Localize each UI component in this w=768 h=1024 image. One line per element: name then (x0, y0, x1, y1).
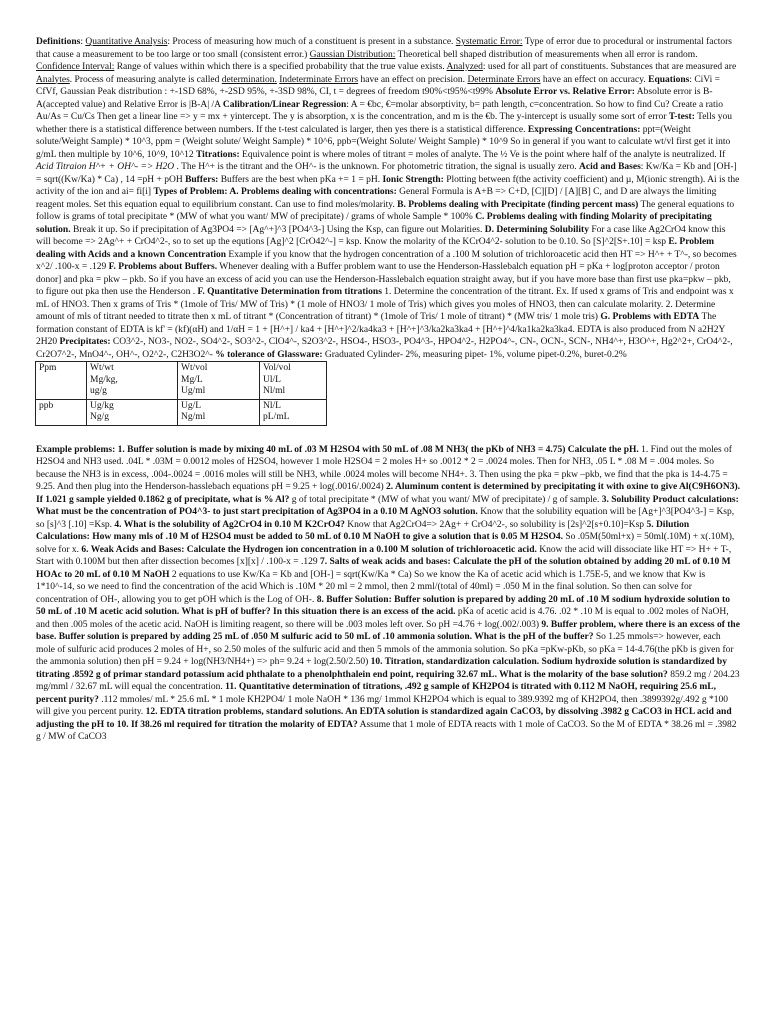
cell-line: Nl/ml (263, 386, 286, 396)
example-answer: pKa of acetic acid is 4.76. .02 * .10 M is equal to .002 moles of NaOH, and then .005 moles of the acetic acid. NaOH is limiting reagent, so there will be .003 moles left over. So pH =4.76 + log(.002/.003) (36, 607, 729, 630)
text-run: Break it up. So if precipitation of Ag3PO4 => [Ag^+]^3 [PO4^3-] Using the Ksp, can figure out Molarities. (70, 224, 485, 235)
example-answer: Know that Ag2CrO4=> 2Ag+ + CrO4^2-, so solubility is [2s]^2[s+0.10]=Ksp (344, 519, 647, 530)
term-analyzed: Analyzed (446, 62, 483, 72)
example-answer: So .05M(50ml+x) = 50ml(.10M) + x(.10M), solve for x. (36, 532, 735, 555)
text-run: Equivalence point is where moles of titrant = moles of analyte. The ½ Ve is the point where half of the analyte is neutralized. If (239, 149, 726, 160)
heading-problem-d: D. Determining Solubility (484, 224, 589, 235)
text-run: Type of error due to procedural or instrumental factors that cause a measurement to be too large or too small (consistent error.) (36, 37, 732, 60)
heading-calibration: Calibration/Linear Regression (222, 99, 347, 110)
document-page (36, 36, 740, 744)
text-run: For a case like Ag2CrO4 know this will become => 2Ag^+ + CrO4^2-, so to set up the equtions [Ag]^2 [CrO42^-] = ksp. Know the molarity of the KCrO4^2- solution to be 0.10. So [S]^2[S+.10] = ksp (36, 224, 726, 247)
heading-titrations: Titrations: (196, 149, 240, 160)
definitions-paragraph (36, 36, 740, 361)
heading-precipitates: Precipitates: (59, 337, 111, 347)
cell-line: Vol/vol (263, 363, 291, 373)
text-run: : Kw/Ka = Kb and [OH-] = sqrt((Kw/Ka) * Ca) , 14 =pH + pOH (36, 162, 737, 185)
text-run: : A = €bc, €=molar absorptivity, b= path length, c=concentration. So how to find Cu? Create a ratio Au/As = Cu/Cs Then get a linear line => y = mx + yintercept. The y is absorption, x is the concentration, and m is the €b. The y-intercept is usually some sort of error (36, 99, 724, 122)
text-run: : (80, 37, 86, 47)
text-run: Example if you know that the hydrogen concentration of a .100 M solution of trichloroacetic acid then HT => H^+ + T^-, so becomes x^2/ .100-x = .129 (36, 249, 737, 272)
term-determinate-errors: Determinate Errors (467, 74, 541, 85)
example-answer: So 1.25 mmols=> however, each mole of sulfuric acid produces 2 moles of H+, so 2.50 moles of the sulfuric acid and then 5 mmols of the ammonia solution. So pKa =pKw-pKb, so pKa = 14-4.76(the pKb is given for the ammonia solution) then pH = 9.24 + log(NH3/NH4+) => ph= 9.24 + log(2.50/2.50) (36, 632, 734, 667)
heading-problem-a: Types of Problem: A. Problems dealing with concentrations: (153, 187, 397, 197)
heading-expressing-concentrations: Expressing Concentrations: (527, 124, 641, 135)
heading-problem-g-edta: G. Problems with EDTA (600, 312, 700, 322)
text-run: Theoretical bell shaped distribution of measurements when all error is random. (395, 49, 698, 60)
example-answer: 1. Find out the moles of H2SO4 and NH3 used. .04L * .03M = 0.0012 moles of H2SO4, however 1 mole H2SO4 = 2 moles H+ so .0012 * 2 = .0024 moles. Then for NH3, .05 L * .08 M = .004 moles. So because the NH3 is in excess, .004-.0024 = .0016 moles will still be NH3, while .0024 moles will become NH4+. 3. Then using the pka = pkw –pkb, we find that the pka is 14-4.75 = 9.25. And then plug into the Henderson-hasslebach equations pH = 9.25 + log(.0016/.0024) (36, 444, 732, 492)
example-5-question: 5. Dilution Calculations: How many mls of .10 M of H2SO4 must be added to 50 mL of 0.10 M NaOH to give a solution that is 0.05 M H2SO4. (36, 519, 690, 542)
text-run: : Process of measuring how much of a constituent is present in a substance. (167, 37, 456, 47)
heading-absolute-relative-error: Absolute Error vs. Relative Error: (495, 87, 635, 97)
heading-equations: Equations (648, 74, 690, 85)
text-run: . Process of measuring analyte is called (69, 74, 222, 85)
example-2-question: 2. Aluminum content is determined by precipitating it with oxine to give Al(C9H6ON3). If 1.021 g sample yielded 0.1862 g of precipitate, what is % Al? (36, 482, 740, 505)
heading-problem-f-buffers: F. Problems about Buffers. (108, 262, 218, 272)
cell-line: ug/g (90, 386, 107, 396)
table-row (36, 399, 327, 425)
heading-problem-f-titrations: F. Quantitative Determination from titrations (197, 287, 382, 297)
table-cell (36, 362, 87, 400)
example-answer: .112 mmoles/ mL * 25.6 mL * 1 mole KH2PO4/ 1 mole NaOH * 136 mg/ 1mmol KH2PO4 which is equal to 389.9392 mg of KH2PO4, then .3899392g/.492 g *100 will give you percent purity. (36, 694, 728, 717)
example-10-question: 10. Titration, standardization calculation. Sodium hydroxide solution is standardized by titrating .8592 g of primar standard potassium acid phthalate to a phenolphthalein end point, requiring 32.67 mL. What is the molarity of the base solution? (36, 657, 727, 680)
cell-line: Mg/kg, (90, 374, 118, 385)
example-12-question: 12. EDTA titration problems, standard solutions. An EDTA solution is standardized again CaCO3, by dissolving .3982 g CaCO3 in HCL acid and adjusting the pH to 10. If 38.26 ml required for titration the molarity of EDTA? (36, 707, 732, 730)
row-label: ppb (39, 400, 54, 411)
text-run: 1. Determine the concentration of the titrant. Ex. If used x grams of Tris and endpoint was x mL of HNO3. Then x grams of Tris * (1mole of Tris/ MW of Tris) * (1 mole of HNO3/ 1 mole of Tris) which gives you moles of HNO3, then can calculate molarity. 2. Determine amount of mls of titrant needed to titrate then x mL of titrant * (Concentration of titrant) * (1mole of Tris/ 1 mole of titrant) * (MW tris/ 1 mole tris) (36, 287, 734, 322)
example-answer: 859.2 mg / 204.23 mg/mml / 32.67 mL will equal the concentration. (36, 669, 740, 692)
term-gaussian-distribution: Gaussian Distribution: (309, 49, 396, 60)
row-label: Ppm (39, 363, 57, 373)
term-systematic-error: Systematic Error: (455, 37, 523, 47)
text-run: Range of values within which there is a specified probability that the true value exists. (114, 62, 447, 72)
text-run: : used for all part of constituents. Substances that are measured are (482, 62, 737, 72)
heading-acid-and-bases: Acid and Bases (579, 162, 641, 172)
text-run: . The H^+ is the titrant and the OH^- is the unknown. For photometric titration, the signal is usually zero. (174, 162, 580, 172)
text-run: Buffers are the best when pKa += 1 = pH. (218, 174, 383, 185)
table-cell (87, 362, 178, 400)
text-run: The general equations to follow is grams of total precipitate * (MW of what you want/ MW of precipitate) / grams of whole Sample * 100% (36, 199, 735, 222)
example-answer: 2 equations to use Kw/Ka = Kb and [OH-] = sqrt(Kw/Ka * Ca) So we know the Ka of acetic acid which is 1.75E-5, and we know that Kw is 1*10^-14, so we need to find the concentration of the acid Which is .10M * 20 ml = 2 mmol, then 2 mml/(total of 40ml) = .050 M in the final solution. So then can solve for concentration of OH-, allowing you to get pOH which is the Log of OH-. (36, 569, 706, 605)
text-run: have an effect on accuracy. (540, 74, 649, 85)
acid-titration-equation: Acid Titraion H^+ + OH^- => H2O (36, 162, 175, 172)
example-answer: Assume that 1 mole of EDTA reacts with 1 mole of CaCO3. So the M of EDTA * 38.26 ml = .3982 g / MW of CaCO3 (36, 719, 737, 742)
text-run: Whenever dealing with a Buffer problem want to use the Henderson-Hasslebalch equation pH = pKa + log[proton acceptor / proton donor] and pka = pkw – pkb. So if you have an excess of acid you can use the Henderson-Hasslebalch equation straight away, but if you have more base than first use pka=pkw – pkb, to figure out pka then use the Henderson . (36, 262, 731, 297)
cell-line: Ug/kg (90, 400, 114, 411)
example-answer: g of total precipitate * (MW of what you want/ MW of precipitate) / g of sample. (289, 494, 602, 505)
term-confidence-interval: Confidence Interval: (36, 62, 115, 72)
heading-problem-e: E. Problem dealing with Acids and a known Concentration (36, 237, 715, 260)
examples-paragraph (36, 444, 740, 744)
heading-problem-c: C. Problems dealing with finding Molarity of precipitating solution. (36, 212, 712, 235)
text-run: ppt=(Weight solute/Weight Sample) * 10^3, ppm = (Weight solute/ Weight Sample) * 10^6, ppb=(Weight Solute/ Weight Sample) * 10^9 So in general if you want to calculate wt/vl first get it into g/mL then multiple by 10^6, 10^9, 10^12 (36, 124, 731, 160)
example-4-question: 4. What is the solubility of Ag2CrO4 in 0.10 M K2CrO4? (114, 519, 345, 530)
cell-line: Ug/ml (181, 386, 206, 396)
cell-line: Wt/vol (181, 363, 208, 373)
example-answer: Know that the solubility equation will be [Ag+]^3[PO4^3-] = Ksp, so [s]^3 [.10] =Ksp. (36, 507, 735, 530)
text-run: Plotting between f(the activity coefficient) and µ, M(ionic strength). Ai is the activity of the ion and ai= fi[i] (36, 174, 740, 197)
cell-line: Ug/L (181, 400, 202, 411)
example-3-question: 3. Solubility Product calculations: What must be the concentration of PO4^3- to just start precipitation of Ag3PO4 in a 0.10 M AgNO3 solution. (36, 494, 739, 517)
text-run: General Formula is A+B => C+D, [C][D] / [A][B] C, and D are always the limiting reagent moles. Set this equation equal to equilibrium constant. Can use to find moles/molarity. (36, 187, 717, 210)
example-answer: Know the acid will dissociate like HT => H+ + T-, Start with 0.100M but then after dissection becomes [x][x] / .100-x = .129 (36, 544, 732, 567)
heading-buffers: Buffers: (185, 174, 219, 185)
table-cell (36, 399, 87, 425)
example-6-question: 6. Weak Acids and Bases: Calculate the Hydrogen ion concentration in a 0.100 M solution of trichloroacetic acid. (81, 544, 537, 555)
example-7-question: 7. Salts of weak acids and bases: Calculate the pH of the solution obtained by adding 20 mL of 0.10 M HOAc to 20 mL of 0.10 M NaOH (36, 557, 731, 580)
text-run: CO3^2-, NO3-, NO2-, SO4^2-, SO3^2-, ClO4^-, S2O3^2-, HSO4-, HSO3-, PO4^3-, HPO4^2-, H2PO4^-, CN-, OCN-, SCN-, NH4^+, H3O^+, Hg2^2+, CrO4^2-, Cr2O7^2-, MnO4^-, OH^-, O2^2-, C2H3O2^- (36, 337, 733, 360)
example-9-question: 9. Buffer problem, where there is an excess of the base. Buffer solution is prepared by adding 25 mL of .050 M sulfuric acid to 50 mL of .10 ammonia solution. What is the pH of the buffer? (36, 619, 740, 642)
text-run: : CiVi = CfVf, Gaussian Peak distribution : +-1SD 68%, +-2SD 95%, +-3SD 98%, CI, t = degrees of freedom t90%<t95%<t99% (36, 74, 720, 97)
table-cell (178, 362, 260, 400)
cell-line: Wt/wt (90, 363, 114, 373)
cell-line: Ng/ml (181, 412, 206, 422)
definitions-heading: Definitions (36, 37, 81, 47)
term-analytes: Analytes (36, 74, 70, 85)
heading-t-test: T-test: (668, 112, 695, 122)
table-cell (260, 362, 327, 400)
cell-line: Nl/L (263, 400, 281, 411)
table-row (36, 362, 327, 400)
cell-line: Ul/L (263, 374, 281, 385)
table-cell (260, 399, 327, 425)
cell-line: Mg/L (181, 374, 203, 385)
heading-ionic-strength: Ionic Strength: (382, 174, 444, 185)
term-quantitative-analysis: Quantitative Analysis (85, 37, 168, 47)
example-11-question: 11. Quantitative determination of titrations, .492 g sample of KH2PO4 is titrated with 0.112 M NaOH, requiring 25.6 mL, percent purity? (36, 682, 716, 705)
term-indeterminate-errors: Indeterminate Errors (279, 74, 359, 85)
heading-problem-b: B. Problems dealing with Precipitate (finding percent mass) (397, 199, 639, 210)
term-determination: determination. (221, 74, 277, 85)
text-run: Tells you whether there is a statistical difference between numbers. If the t-test calculated is larger, then yes there is a statistical difference. (36, 112, 733, 135)
example-1-question: Example problems: 1. Buffer solution is made by mixing 40 mL of .03 M H2SO4 with 50 mL of .08 M NH3( the pKb of NH3 = 4.75) Calculate the pH. (36, 444, 639, 455)
text-run: have an effect on precision. (358, 74, 468, 85)
text-run: The formation constant of EDTA is kf' = (kf)(αH) and 1/αH = 1 + [H^+] / ka4 + [H^+]^2/ka4ka3 + [H^+]^3/ka2ka3ka4 + [H^+]^4/ka1ka2ka3ka4. EDTA is also produced from N a2H2Y 2H20 (36, 312, 725, 347)
text-run: Graduated Cylinder- 2%, measuring pipet- 1%, volume pipet-0.2%, buret-0.2% (322, 349, 627, 360)
section-spacer (36, 426, 740, 444)
cell-line: Ng/g (90, 412, 109, 422)
text-run: Absolute error is B-A(accepted value) and Relative Error is |B-A| /A (36, 87, 713, 110)
units-table (35, 361, 327, 426)
cell-line: pL/mL (263, 412, 290, 422)
heading-glassware-tolerance: % tolerance of Glassware: (215, 349, 323, 360)
table-cell (87, 399, 178, 425)
example-8-question: 8. Buffer Solution: Buffer solution is prepared by adding 20 mL of .10 M sodium hydroxide solution to 50 mL of .10 M acetic acid solution. What is pH of buffer? In this situation there is an excess of the acid. (36, 594, 730, 617)
table-cell (178, 399, 260, 425)
